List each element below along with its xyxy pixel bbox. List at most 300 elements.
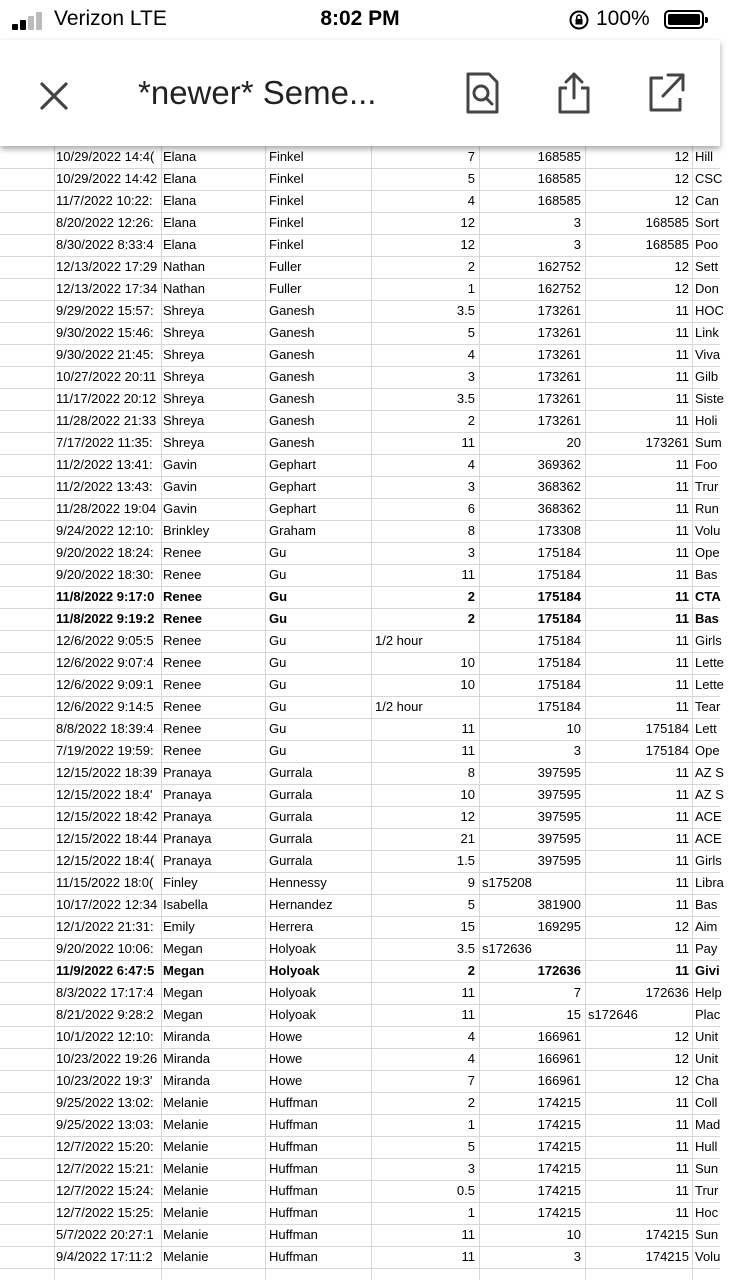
hours-cell[interactable] xyxy=(371,366,479,388)
hours-cell[interactable] xyxy=(371,344,479,366)
grade-cell[interactable]: 12 xyxy=(674,149,689,164)
last-name-cell[interactable]: Ganesh xyxy=(269,303,315,318)
timestamp-cell[interactable]: 10/23/2022 19:26 xyxy=(56,1051,158,1066)
first-name-cell[interactable]: Shreya xyxy=(163,347,205,362)
last-name-cell[interactable]: Fuller xyxy=(269,259,302,274)
activity-cell[interactable]: Run xyxy=(695,501,719,516)
last-name-cell[interactable]: Gurrala xyxy=(269,853,313,868)
last-name-cell[interactable]: Ganesh xyxy=(269,391,315,406)
last-name-cell[interactable]: Howe xyxy=(269,1073,303,1088)
last-name-cell[interactable]: Huffman xyxy=(269,1183,318,1198)
timestamp-cell[interactable]: 8/21/2022 9:28:2 xyxy=(56,1007,154,1022)
last-name-cell[interactable]: Gu xyxy=(269,677,287,692)
timestamp-cell[interactable]: 12/6/2022 9:14:5 xyxy=(56,699,154,714)
hours-cell[interactable] xyxy=(371,256,479,278)
activity-cell[interactable]: CSC xyxy=(695,171,723,186)
timestamp-cell[interactable]: 12/7/2022 15:20: xyxy=(56,1139,154,1154)
activity-cell[interactable]: Can xyxy=(695,193,719,208)
student-id-cell[interactable]: 173261 xyxy=(537,325,581,340)
last-name-cell[interactable]: Finkel xyxy=(269,171,304,186)
activity-cell[interactable]: Ope xyxy=(695,743,720,758)
timestamp-cell[interactable]: 11/15/2022 18:0( xyxy=(56,875,154,890)
grade-cell[interactable]: 12 xyxy=(674,259,689,274)
student-id-cell[interactable]: 162752 xyxy=(537,259,581,274)
hours-cell[interactable] xyxy=(371,300,479,322)
student-id-cell[interactable]: 369362 xyxy=(537,457,581,472)
hours-cell[interactable] xyxy=(371,652,479,674)
student-id-cell[interactable]: 3 xyxy=(573,1249,581,1264)
first-name-cell[interactable]: Renee xyxy=(163,655,202,670)
grade-cell[interactable]: 12 xyxy=(674,281,689,296)
student-id-cell[interactable]: 175184 xyxy=(537,655,581,670)
last-name-cell[interactable]: Gu xyxy=(269,743,287,758)
first-name-cell[interactable]: Melanie xyxy=(163,1117,209,1132)
grade-cell[interactable]: 11 xyxy=(675,1095,689,1110)
activity-cell[interactable]: Poo xyxy=(695,237,719,252)
first-name-cell[interactable]: Finley xyxy=(163,875,198,890)
student-id-cell[interactable]: 175184 xyxy=(537,567,581,582)
student-id-cell[interactable]: 174215 xyxy=(537,1095,581,1110)
student-id-cell[interactable]: 173308 xyxy=(537,523,581,538)
grade-cell[interactable]: 12 xyxy=(674,193,689,208)
first-name-cell[interactable]: Melanie xyxy=(163,1227,209,1242)
grade-cell[interactable]: 11 xyxy=(675,501,689,516)
timestamp-cell[interactable]: 9/20/2022 18:30: xyxy=(56,567,154,582)
hours-cell[interactable] xyxy=(371,1092,479,1114)
hours-cell[interactable] xyxy=(371,454,479,476)
student-id-cell[interactable]: 168585 xyxy=(537,193,581,208)
student-id-cell[interactable]: 381900 xyxy=(537,897,581,912)
first-name-cell[interactable]: Elana xyxy=(163,149,197,164)
grade-cell[interactable]: 11 xyxy=(675,325,689,340)
first-name-cell[interactable]: Pranaya xyxy=(163,809,212,824)
timestamp-cell[interactable]: 12/15/2022 18:44 xyxy=(56,831,158,846)
timestamp-cell[interactable]: 12/1/2022 21:31: xyxy=(56,919,154,934)
activity-cell[interactable]: Aim xyxy=(695,919,718,934)
student-id-cell[interactable]: 397595 xyxy=(537,765,581,780)
first-name-cell[interactable]: Megan xyxy=(163,963,205,978)
timestamp-cell[interactable]: 9/24/2022 12:10: xyxy=(56,523,154,538)
grade-cell[interactable]: 11 xyxy=(675,523,689,538)
grade-cell[interactable]: 11 xyxy=(675,853,689,868)
last-name-cell[interactable]: Huffman xyxy=(269,1249,318,1264)
hours-cell[interactable] xyxy=(371,850,479,872)
last-name-cell[interactable]: Holyoak xyxy=(269,1007,316,1022)
student-id-cell[interactable]: 173261 xyxy=(537,413,581,428)
grade-cell[interactable]: 175184 xyxy=(645,743,689,758)
grade-cell[interactable]: 12 xyxy=(674,1073,689,1088)
student-id-cell[interactable]: 172636 xyxy=(537,963,581,978)
activity-cell[interactable]: Sort xyxy=(695,215,719,230)
last-name-cell[interactable]: Ganesh xyxy=(269,325,315,340)
student-id-cell[interactable] xyxy=(479,938,585,960)
activity-cell[interactable]: Hoc xyxy=(695,1205,719,1220)
timestamp-cell[interactable]: 10/17/2022 12:34 xyxy=(56,897,158,912)
activity-cell[interactable]: Pay xyxy=(695,941,718,956)
timestamp-cell[interactable]: 12/13/2022 17:29 xyxy=(56,259,158,274)
grade-cell[interactable]: 11 xyxy=(675,875,689,890)
hours-cell[interactable] xyxy=(371,762,479,784)
student-id-cell[interactable]: 175184 xyxy=(537,633,581,648)
hours-cell[interactable] xyxy=(371,1158,479,1180)
timestamp-cell[interactable]: 8/30/2022 8:33:4 xyxy=(56,237,154,252)
first-name-cell[interactable]: Megan xyxy=(163,1007,203,1022)
first-name-cell[interactable]: Nathan xyxy=(163,259,205,274)
activity-cell[interactable]: Sun xyxy=(695,1161,719,1176)
grade-cell[interactable]: 11 xyxy=(675,347,689,362)
student-id-cell[interactable]: 173261 xyxy=(537,369,581,384)
activity-cell[interactable]: Foo xyxy=(695,457,718,472)
timestamp-cell[interactable]: 11/28/2022 19:04 xyxy=(56,501,157,516)
activity-cell[interactable]: Hill xyxy=(695,149,714,164)
hours-cell[interactable] xyxy=(371,212,479,234)
student-id-cell[interactable] xyxy=(479,872,585,894)
last-name-cell[interactable]: Ganesh xyxy=(269,413,315,428)
first-name-cell[interactable]: Renee xyxy=(163,567,202,582)
timestamp-cell[interactable]: 11/28/2022 21:33 xyxy=(56,413,157,428)
student-id-cell[interactable]: 173261 xyxy=(537,303,581,318)
grade-cell[interactable]: 11 xyxy=(675,1117,689,1132)
first-name-cell[interactable]: Melanie xyxy=(163,1161,209,1176)
hours-cell[interactable] xyxy=(371,1114,479,1136)
timestamp-cell[interactable]: 9/20/2022 10:06: xyxy=(56,941,154,956)
grade-cell[interactable]: 12 xyxy=(674,1051,689,1066)
student-id-cell[interactable]: 10 xyxy=(566,1227,581,1242)
last-name-cell[interactable]: Gephart xyxy=(269,457,316,472)
timestamp-cell[interactable]: 12/7/2022 15:21: xyxy=(56,1161,154,1176)
activity-cell[interactable]: Libra xyxy=(695,875,724,890)
first-name-cell[interactable]: Shreya xyxy=(163,435,205,450)
hours-cell[interactable] xyxy=(371,388,479,410)
activity-cell[interactable]: Givi xyxy=(695,963,720,978)
activity-cell[interactable]: Coll xyxy=(695,1095,718,1110)
activity-cell[interactable]: Unit xyxy=(695,1029,719,1044)
student-id-cell[interactable]: 166961 xyxy=(537,1073,581,1088)
first-name-cell[interactable]: Renee xyxy=(163,589,203,604)
hours-cell[interactable] xyxy=(371,1180,479,1202)
first-name-cell[interactable]: Pranaya xyxy=(163,765,212,780)
last-name-cell[interactable]: Ganesh xyxy=(269,435,315,450)
timestamp-cell[interactable]: 12/6/2022 9:07:4 xyxy=(56,655,154,670)
grade-cell[interactable]: 173261 xyxy=(645,435,689,450)
last-name-cell[interactable]: Huffman xyxy=(269,1117,318,1132)
grade-cell[interactable]: 11 xyxy=(675,897,689,912)
grade-cell[interactable]: 11 xyxy=(675,633,689,648)
last-name-cell[interactable]: Ganesh xyxy=(269,347,315,362)
student-id-cell[interactable]: 397595 xyxy=(537,787,581,802)
timestamp-cell[interactable]: 10/23/2022 19:3' xyxy=(56,1073,153,1088)
grade-cell[interactable]: 11 xyxy=(675,1161,689,1176)
grade-cell[interactable]: 11 xyxy=(675,611,689,626)
activity-cell[interactable]: Link xyxy=(695,325,719,340)
student-id-cell[interactable]: 175184 xyxy=(537,699,581,714)
student-id-cell[interactable]: 3 xyxy=(573,743,581,758)
activity-cell[interactable]: Bas xyxy=(695,897,718,912)
grade-cell[interactable]: 11 xyxy=(675,457,689,472)
first-name-cell[interactable]: Melanie xyxy=(163,1249,209,1264)
activity-cell[interactable]: Lett xyxy=(695,721,717,736)
student-id-cell[interactable]: 173261 xyxy=(537,391,581,406)
first-name-cell[interactable]: Elana xyxy=(163,215,197,230)
timestamp-cell[interactable]: 5/7/2022 20:27:1 xyxy=(56,1227,154,1242)
first-name-cell[interactable]: Renee xyxy=(163,699,202,714)
grade-cell[interactable]: 12 xyxy=(674,171,689,186)
student-id-cell[interactable]: 174215 xyxy=(537,1183,581,1198)
activity-cell[interactable]: Lette xyxy=(695,677,724,692)
first-name-cell[interactable]: Pranaya xyxy=(163,787,212,802)
grade-cell[interactable]: 174215 xyxy=(645,1227,689,1242)
hours-cell[interactable] xyxy=(371,1070,479,1092)
first-name-cell[interactable]: Emily xyxy=(163,919,195,934)
grade-cell[interactable]: 11 xyxy=(675,677,689,692)
close-icon[interactable] xyxy=(34,76,74,116)
activity-cell[interactable]: Girls xyxy=(695,853,722,868)
timestamp-cell[interactable]: 9/25/2022 13:03: xyxy=(56,1117,154,1132)
hours-cell[interactable] xyxy=(371,916,479,938)
student-id-cell[interactable]: 368362 xyxy=(537,479,581,494)
last-name-cell[interactable]: Huffman xyxy=(269,1139,318,1154)
student-id-cell[interactable]: 3 xyxy=(573,237,581,252)
last-name-cell[interactable]: Gu xyxy=(269,721,287,736)
hours-cell[interactable] xyxy=(371,872,479,894)
hours-cell[interactable] xyxy=(371,1202,479,1224)
activity-cell[interactable]: HOC xyxy=(695,303,724,318)
grade-cell[interactable]: 11 xyxy=(675,303,689,318)
last-name-cell[interactable]: Finkel xyxy=(269,215,304,230)
activity-cell[interactable]: Girls xyxy=(695,633,722,648)
student-id-cell[interactable]: 20 xyxy=(566,435,581,450)
timestamp-cell[interactable]: 11/8/2022 9:19:2 xyxy=(56,611,155,626)
document-search-icon[interactable] xyxy=(462,70,502,116)
timestamp-cell[interactable]: 8/3/2022 17:17:4 xyxy=(56,985,154,1000)
activity-cell[interactable]: Gilb xyxy=(695,369,719,384)
student-id-cell[interactable]: 175184 xyxy=(537,677,581,692)
hours-cell[interactable] xyxy=(371,146,479,168)
timestamp-cell[interactable]: 10/1/2022 12:10: xyxy=(56,1029,154,1044)
first-name-cell[interactable]: Miranda xyxy=(163,1051,210,1066)
grade-cell[interactable]: 168585 xyxy=(645,237,689,252)
student-id-cell[interactable]: 174215 xyxy=(537,1205,581,1220)
first-name-cell[interactable]: Megan xyxy=(163,985,203,1000)
first-name-cell[interactable]: Melanie xyxy=(163,1139,209,1154)
first-name-cell[interactable]: Shreya xyxy=(163,391,205,406)
activity-cell[interactable]: Volu xyxy=(695,523,721,538)
grade-cell[interactable]: 11 xyxy=(675,545,689,560)
first-name-cell[interactable]: Megan xyxy=(163,941,203,956)
first-name-cell[interactable]: Shreya xyxy=(163,413,205,428)
last-name-cell[interactable]: Herrera xyxy=(269,919,314,934)
timestamp-cell[interactable]: 9/25/2022 13:02: xyxy=(56,1095,154,1110)
timestamp-cell[interactable]: 12/15/2022 18:4' xyxy=(56,787,153,802)
student-id-cell[interactable]: 397595 xyxy=(537,853,581,868)
timestamp-cell[interactable]: 12/6/2022 9:05:5 xyxy=(56,633,154,648)
grade-cell[interactable]: 11 xyxy=(675,589,689,604)
grade-cell[interactable]: 11 xyxy=(675,787,689,802)
student-id-cell[interactable]: 15 xyxy=(566,1007,581,1022)
student-id-cell[interactable]: 174215 xyxy=(537,1117,581,1132)
activity-cell[interactable]: Bas xyxy=(695,611,719,626)
first-name-cell[interactable]: Miranda xyxy=(163,1029,210,1044)
hours-cell[interactable] xyxy=(371,938,479,960)
student-id-cell[interactable]: 7 xyxy=(573,985,581,1000)
activity-cell[interactable]: Unit xyxy=(695,1051,719,1066)
grade-cell[interactable]: 11 xyxy=(675,391,689,406)
timestamp-cell[interactable]: 7/19/2022 19:59: xyxy=(56,743,154,758)
hours-cell[interactable] xyxy=(371,608,479,630)
timestamp-cell[interactable]: 9/4/2022 17:11:2 xyxy=(56,1249,153,1264)
hours-cell[interactable] xyxy=(371,982,479,1004)
timestamp-cell[interactable]: 11/17/2022 20:12 xyxy=(56,391,157,406)
activity-cell[interactable]: Trur xyxy=(695,1183,719,1198)
grade-cell[interactable]: 11 xyxy=(675,479,689,494)
activity-cell[interactable]: Sun xyxy=(695,1227,719,1242)
first-name-cell[interactable]: Miranda xyxy=(163,1073,210,1088)
share-icon[interactable] xyxy=(554,70,594,116)
hours-cell[interactable] xyxy=(371,894,479,916)
first-name-cell[interactable]: Pranaya xyxy=(163,853,212,868)
last-name-cell[interactable]: Gephart xyxy=(269,501,316,516)
timestamp-cell[interactable]: 9/30/2022 21:45: xyxy=(56,347,154,362)
activity-cell[interactable]: CTA xyxy=(695,589,721,604)
grade-cell[interactable]: 11 xyxy=(675,1183,689,1198)
student-id-cell[interactable]: 397595 xyxy=(537,809,581,824)
last-name-cell[interactable]: Holyoak xyxy=(269,941,316,956)
grade-cell[interactable]: 11 xyxy=(675,413,689,428)
grade-cell[interactable]: 11 xyxy=(675,655,689,670)
timestamp-cell[interactable]: 12/7/2022 15:24: xyxy=(56,1183,154,1198)
first-name-cell[interactable]: Elana xyxy=(163,171,197,186)
hours-cell[interactable] xyxy=(371,410,479,432)
last-name-cell[interactable]: Huffman xyxy=(269,1227,318,1242)
grade-cell[interactable]: 11 xyxy=(675,765,689,780)
student-id-cell[interactable]: 168585 xyxy=(537,149,581,164)
timestamp-cell[interactable]: 9/20/2022 18:24: xyxy=(56,545,154,560)
timestamp-cell[interactable]: 12/6/2022 9:09:1 xyxy=(56,677,154,692)
timestamp-cell[interactable]: 8/8/2022 18:39:4 xyxy=(56,721,154,736)
last-name-cell[interactable]: Huffman xyxy=(269,1161,318,1176)
hours-cell[interactable] xyxy=(371,1224,479,1246)
activity-cell[interactable]: Mad xyxy=(695,1117,721,1132)
hours-cell[interactable] xyxy=(371,740,479,762)
grade-cell[interactable]: 172636 xyxy=(645,985,689,1000)
hours-cell[interactable] xyxy=(371,322,479,344)
hours-cell[interactable] xyxy=(371,278,479,300)
student-id-cell[interactable]: 397595 xyxy=(537,831,581,846)
last-name-cell[interactable]: Gu xyxy=(269,699,287,714)
activity-cell[interactable]: Don xyxy=(695,281,719,296)
first-name-cell[interactable]: Melanie xyxy=(163,1205,209,1220)
hours-cell[interactable] xyxy=(371,190,479,212)
hours-cell[interactable] xyxy=(371,564,479,586)
student-id-cell[interactable]: 162752 xyxy=(537,281,581,296)
hours-cell[interactable] xyxy=(371,718,479,740)
activity-cell[interactable]: Plac xyxy=(695,1007,721,1022)
student-id-cell[interactable]: 175184 xyxy=(537,545,581,560)
grade-cell[interactable]: 11 xyxy=(675,1139,689,1154)
timestamp-cell[interactable]: 10/29/2022 14:4( xyxy=(56,149,155,164)
grade-cell[interactable]: 11 xyxy=(675,941,689,956)
hours-cell[interactable] xyxy=(371,542,479,564)
last-name-cell[interactable]: Gurrala xyxy=(269,831,313,846)
open-external-icon[interactable] xyxy=(646,70,686,116)
last-name-cell[interactable]: Gu xyxy=(269,655,287,670)
activity-cell[interactable]: Volu xyxy=(695,1249,721,1264)
first-name-cell[interactable]: Pranaya xyxy=(163,831,212,846)
last-name-cell[interactable]: Gu xyxy=(269,611,288,626)
first-name-cell[interactable]: Shreya xyxy=(163,325,205,340)
activity-cell[interactable]: Holi xyxy=(695,413,718,428)
timestamp-cell[interactable]: 11/9/2022 6:47:5 xyxy=(56,963,155,978)
hours-cell[interactable] xyxy=(371,630,479,652)
grade-cell[interactable]: 11 xyxy=(675,1205,689,1220)
first-name-cell[interactable]: Renee xyxy=(163,743,202,758)
hours-cell[interactable] xyxy=(371,960,479,982)
student-id-cell[interactable]: 173261 xyxy=(537,347,581,362)
hours-cell[interactable] xyxy=(371,432,479,454)
first-name-cell[interactable]: Isabella xyxy=(163,897,208,912)
last-name-cell[interactable]: Howe xyxy=(269,1051,303,1066)
last-name-cell[interactable]: Hennessy xyxy=(269,875,327,890)
activity-cell[interactable]: ACE xyxy=(695,831,722,846)
last-name-cell[interactable]: Ganesh xyxy=(269,369,315,384)
first-name-cell[interactable]: Gavin xyxy=(163,479,197,494)
first-name-cell[interactable]: Shreya xyxy=(163,303,205,318)
grade-cell[interactable]: 12 xyxy=(674,919,689,934)
activity-cell[interactable]: Sum xyxy=(695,435,722,450)
activity-cell[interactable]: Bas xyxy=(695,567,718,582)
last-name-cell[interactable]: Gurrala xyxy=(269,787,313,802)
last-name-cell[interactable]: Holyoak xyxy=(269,985,316,1000)
last-name-cell[interactable]: Gu xyxy=(269,545,287,560)
grade-cell[interactable] xyxy=(585,1004,692,1026)
hours-cell[interactable] xyxy=(371,234,479,256)
grade-cell[interactable]: 11 xyxy=(675,831,689,846)
last-name-cell[interactable]: Holyoak xyxy=(269,963,320,978)
last-name-cell[interactable]: Huffman xyxy=(269,1095,318,1110)
activity-cell[interactable]: AZ S xyxy=(695,787,724,802)
activity-cell[interactable]: AZ S xyxy=(695,765,724,780)
hours-cell[interactable] xyxy=(371,168,479,190)
last-name-cell[interactable]: Gu xyxy=(269,633,287,648)
student-id-cell[interactable]: 168585 xyxy=(537,171,581,186)
last-name-cell[interactable]: Finkel xyxy=(269,193,304,208)
grade-cell[interactable]: 175184 xyxy=(645,721,689,736)
timestamp-cell[interactable]: 12/7/2022 15:25: xyxy=(56,1205,154,1220)
grade-cell[interactable]: 168585 xyxy=(645,215,689,230)
student-id-cell[interactable]: 174215 xyxy=(537,1161,581,1176)
first-name-cell[interactable]: Elana xyxy=(163,193,197,208)
hours-cell[interactable] xyxy=(371,784,479,806)
activity-cell[interactable]: Viva xyxy=(695,347,721,362)
first-name-cell[interactable]: Gavin xyxy=(163,501,197,516)
student-id-cell[interactable]: 174215 xyxy=(537,1139,581,1154)
first-name-cell[interactable]: Renee xyxy=(163,545,202,560)
last-name-cell[interactable]: Fuller xyxy=(269,281,302,296)
activity-cell[interactable]: Hull xyxy=(695,1139,718,1154)
hours-cell[interactable] xyxy=(371,674,479,696)
student-id-cell[interactable]: 166961 xyxy=(537,1029,581,1044)
activity-cell[interactable]: Sett xyxy=(695,259,719,274)
first-name-cell[interactable]: Renee xyxy=(163,677,202,692)
student-id-cell[interactable]: 3 xyxy=(573,215,581,230)
grade-cell[interactable]: 174215 xyxy=(645,1249,689,1264)
student-id-cell[interactable]: 10 xyxy=(566,721,581,736)
last-name-cell[interactable]: Finkel xyxy=(269,237,304,252)
first-name-cell[interactable]: Brinkley xyxy=(163,523,210,538)
timestamp-cell[interactable]: 8/20/2022 12:26: xyxy=(56,215,154,230)
timestamp-cell[interactable]: 11/2/2022 13:43: xyxy=(56,479,153,494)
first-name-cell[interactable]: Nathan xyxy=(163,281,205,296)
